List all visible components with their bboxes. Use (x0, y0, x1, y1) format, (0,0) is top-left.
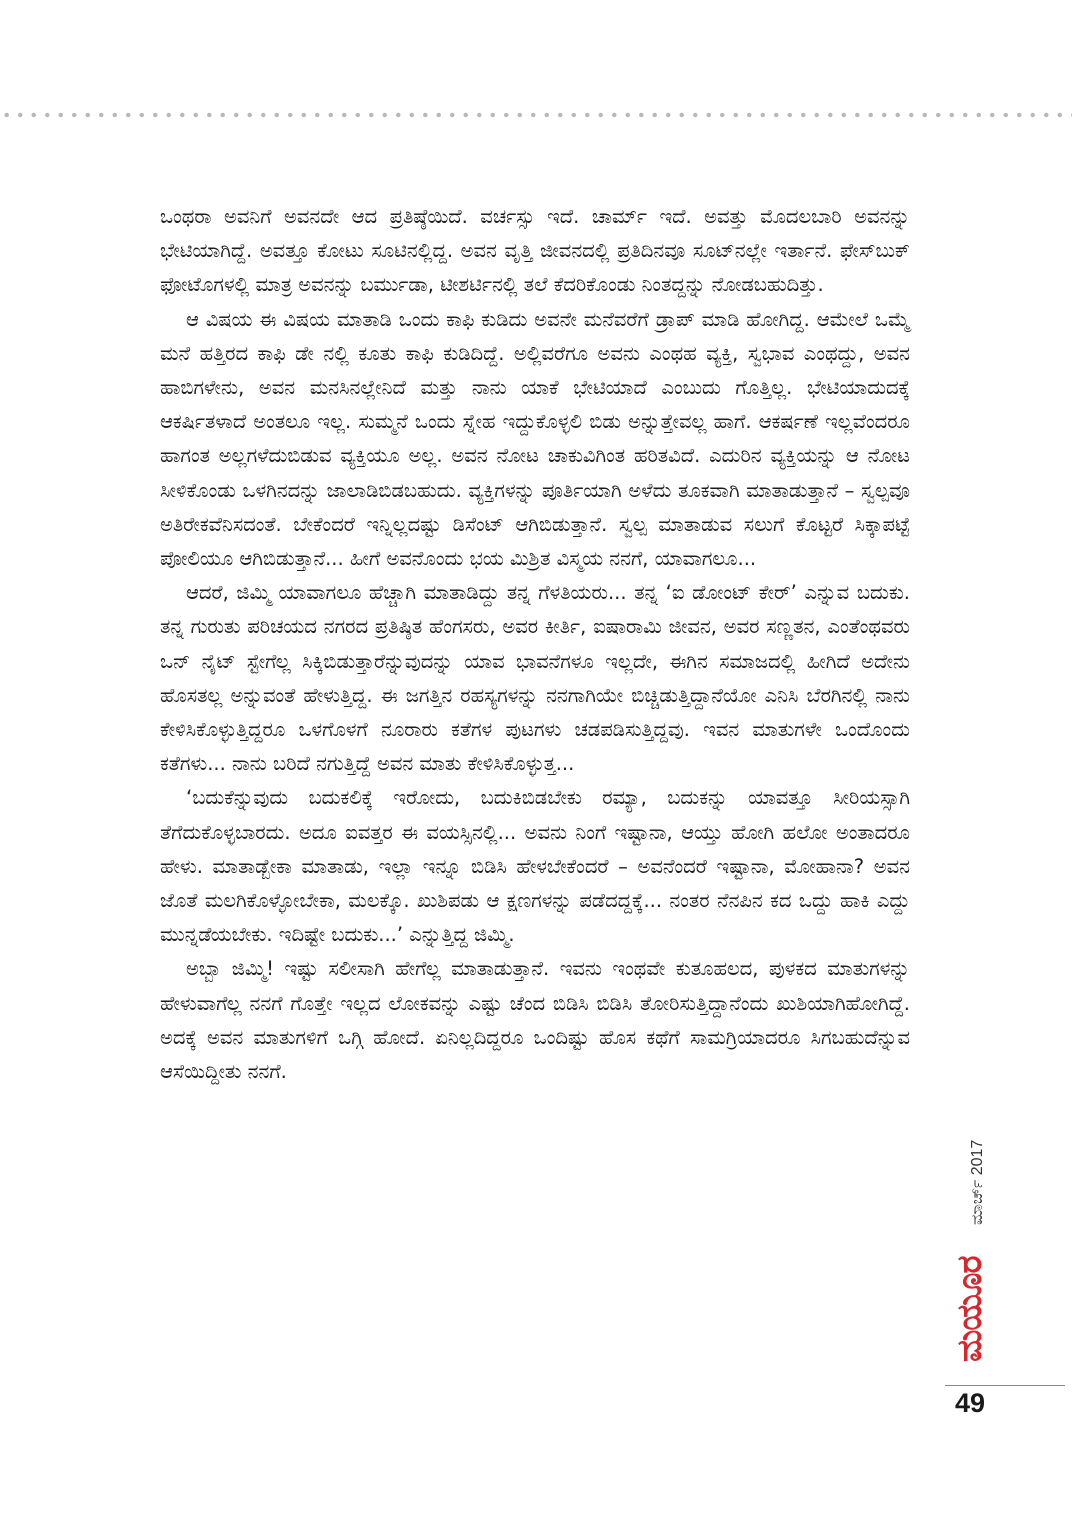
paragraph-3: ಆದರೆ, ಜಿಮ್ಮಿ ಯಾವಾಗಲೂ ಹೆಚ್ಚಾಗಿ ಮಾತಾಡಿದ್ದು ತನ್ನ ಗೆಳತಿಯರು... ತನ್ನ ‘ಐ ಡೋಂಟ್ ಕೇರ್’ ಎನ್ನುವ ಬದುಕು. ತನ್ನ ಗುರುತು ಪರಿಚಯದ ನಗರದ ಪ್ರತಿಷ್ಠಿತ ಹೆಂಗಸರು, ಅವರ ಕೀರ್ತಿ, ಐಷಾರಾಮಿ ಜೀವನ, ಅವರ ಸಣ್ಣತನ, ಎಂತೆಂಥವರು ಒನ್ ನೈಟ್ ಸ್ಟೇಗೆಲ್ಲ ಸಿಕ್ಕಿಬಿಡುತ್ತಾರೆನ್ನುವುದನ್ನು ಯಾವ ಭಾವನೆಗಳೂ ಇಲ್ಲದೇ, ಈಗಿನ ಸಮಾಜದಲ್ಲಿ ಹೀಗಿದೆ ಅದೇನು ಹೊಸತಲ್ಲ ಅನ್ನುವಂತೆ ಹೇಳುತ್ತಿದ್ದ. ಈ ಜಗತ್ತಿನ ರಹಸ್ಯಗಳನ್ನು ನನಗಾಗಿಯೇ ಬಿಚ್ಚಿಡುತ್ತಿದ್ದಾನೆಯೋ ಎನಿಸಿ ಬೆರಗಿನಲ್ಲಿ ನಾನು ಕೇಳಿಸಿಕೊಳ್ಳುತ್ತಿದ್ದರೂ ಒಳಗೊಳಗೆ ನೂರಾರು ಕತೆಗಳ ಪುಟಗಳು ಚಡಪಡಿಸುತ್ತಿದ್ದವು. ಇವನ ಮಾತುಗಳೇ ಒಂದೊಂದು ಕತೆಗಳು... ನಾನು ಬರಿದೆ ನಗುತ್ತಿದ್ದೆ ಅವನ ಮಾತು ಕೇಳಿಸಿಕೊಳ್ಳುತ್ತ... (160, 581, 910, 776)
paragraph-4: ‘ಬದುಕೆನ್ನುವುದು ಬದುಕಲಿಕ್ಕೆ ಇರೋದು, ಬದುಕಿಬಿಡಬೇಕು ರಮ್ಯಾ, ಬದುಕನ್ನು ಯಾವತ್ತೂ ಸೀರಿಯಸ್ಸಾಗಿ ತೆಗೆದುಕೊಳ್ಳಬಾರದು. ಅದೂ ಐವತ್ತರ ಈ ವಯಸ್ಸಿನಲ್ಲಿ... ಅವನು ನಿಂಗೆ ಇಷ್ಟಾನಾ, ಆಯ್ತು ಹೋಗಿ ಹಲೋ ಅಂತಾದರೂ ಹೇಳು. ಮಾತಾಡ್ಬೇಕಾ ಮಾತಾಡು, ಇಲ್ಲಾ ಇನ್ನೂ ಬಿಡಿಸಿ ಹೇಳಬೇಕೆಂದರೆ – ಅವನೆಂದರೆ ಇಷ್ಟಾನಾ, ಮೋಹಾನಾ? ಅವನ ಜೊತೆ ಮಲಗಿಕೊಳ್ಳೋಬೇಕಾ, ಮಲಕ್ಕೊ. ಖುಶಿಪಡು ಆ ಕ್ಷಣಗಳನ್ನು ಪಡೆದದ್ದಕ್ಕೆ... ನಂತರ ನೆನಪಿನ ಕದ ಒದ್ದು ಹಾಕಿ ಎದ್ದು ಮುನ್ನಡೆಯಬೇಕು. ಇದಿಷ್ಟೇ ಬದುಕು...’ ಎನ್ನುತ್ತಿದ್ದ ಜಿಮ್ಮಿ. (160, 786, 910, 947)
magazine-logo: ಮಯೂರ (950, 1256, 990, 1362)
paragraph-5: ಅಬ್ಬಾ ಜಿಮ್ಮಿ! ಇಷ್ಟು ಸಲೀಸಾಗಿ ಹೇಗೆಲ್ಲ ಮಾತಾಡುತ್ತಾನೆ. ಇವನು ಇಂಥವೇ ಕುತೂಹಲದ, ಪುಳಕದ ಮಾತುಗಳನ್ನು ಹೇಳುವಾಗೆಲ್ಲ ನನಗೆ ಗೊತ್ತೇ ಇಲ್ಲದ ಲೋಕವನ್ನು ಎಷ್ಟು ಚೆಂದ ಬಿಡಿಸಿ ಬಿಡಿಸಿ ತೋರಿಸುತ್ತಿದ್ದಾನೆಂದು ಖುಶಿಯಾಗಿಹೋಗಿದ್ದೆ. ಅದಕ್ಕೆ ಅವನ ಮಾತುಗಳಿಗೆ ಒಗ್ಗಿ ಹೋದೆ. ಏನಿಲ್ಲದಿದ್ದರೂ ಒಂದಿಷ್ಟು ಹೊಸ ಕಥೆಗೆ ಸಾಮಗ್ರಿಯಾದರೂ ಸಿಗಬಹುದೆನ್ನುವ ಆಸೆಯಿದ್ದೀತು ನನಗೆ. (160, 957, 910, 1084)
article-body (160, 200, 910, 1089)
paragraph-2: ಆ ವಿಷಯ ಈ ವಿಷಯ ಮಾತಾಡಿ ಒಂದು ಕಾಫಿ ಕುಡಿದು ಅವನೇ ಮನೆವರೆಗೆ ಡ್ರಾಪ್ ಮಾಡಿ ಹೋಗಿದ್ದ. ಆಮೇಲೆ ಒಮ್ಮೆ ಮನೆ ಹತ್ತಿರದ ಕಾಫಿ ಡೇ ನಲ್ಲಿ ಕೂತು ಕಾಫಿ ಕುಡಿದಿದ್ದೆ. ಅಲ್ಲಿವರೆಗೂ ಅವನು ಎಂಥಹ ವ್ಯಕ್ತಿ, ಸ್ವಭಾವ ಎಂಥದ್ದು, ಅವನ ಹಾಬಿಗಳೇನು, ಅವನ ಮನಸಿನಲ್ಲೇನಿದೆ ಮತ್ತು ನಾನು ಯಾಕೆ ಭೇಟಿಯಾದೆ ಎಂಬುದು ಗೊತ್ತಿಲ್ಲ. ಭೇಟಿಯಾದುದಕ್ಕೆ ಆಕರ್ಷಿತಳಾದೆ ಅಂತಲೂ ಇಲ್ಲ. ಸುಮ್ಮನೆ ಒಂದು ಸ್ನೇಹ ಇದ್ದುಕೊಳ್ಳಲಿ ಬಿಡು ಅನ್ನುತ್ತೇವಲ್ಲ ಹಾಗೆ. ಆಕರ್ಷಣೆ ಇಲ್ಲವೆಂದರೂ ಹಾಗಂತ ಅಲ್ಲಗಳೆದುಬಿಡುವ ವ್ಯಕ್ತಿಯೂ ಅಲ್ಲ. ಅವನ ನೋಟ ಚಾಕುವಿಗಿಂತ ಹರಿತವಿದೆ. ಎದುರಿನ ವ್ಯಕ್ತಿಯನ್ನು ಆ ನೋಟ ಸೀಳಿಕೊಂಡು ಒಳಗಿನದನ್ನು ಜಾಲಾಡಿಬಿಡಬಹುದು. ವ್ಯಕ್ತಿಗಳನ್ನು ಪೂರ್ತಿಯಾಗಿ ಅಳೆದು ತೂಕವಾಗಿ ಮಾತಾಡುತ್ತಾನೆ – ಸ್ವಲ್ಪವೂ ಅತಿರೇಕವೆನಿಸದಂತೆ. ಬೇಕೆಂದರೆ ಇನ್ನಿಲ್ಲದಷ್ಟು ಡಿಸೆಂಟ್ ಆಗಿಬಿಡುತ್ತಾನೆ. ಸ್ವಲ್ಪ ಮಾತಾಡುವ ಸಲುಗೆ ಕೊಟ್ಟರೆ ಸಿಕ್ಕಾಪಟ್ಟೆ ಪೋಲಿಯೂ ಆಗಿಬಿಡುತ್ತಾನೆ... ಹೀಗೆ ಅವನೊಂದು ಭಯ ಮಿಶ್ರಿತ ವಿಸ್ಮಯ ನನಗೆ, ಯಾವಾಗಲೂ... (160, 307, 910, 571)
page-number: 49 (955, 1388, 986, 1418)
issue-date: ಮಾರ್ಚ್ 2017 (969, 1139, 986, 1225)
dotted-divider (0, 112, 1072, 118)
page-number-rule (945, 1385, 1065, 1386)
paragraph-1: ಒಂಥರಾ ಅವನಿಗೆ ಅವನದೇ ಆದ ಪ್ರತಿಷ್ಠೆಯಿದೆ. ವರ್ಚಸ್ಸು ಇದೆ. ಚಾರ್ಮ್ ಇದೆ. ಅವತ್ತು ಮೊದಲಬಾರಿ ಅವನನ್ನು ಭೇಟಿಯಾಗಿದ್ದೆ. ಅವತ್ತೂ ಕೋಟು ಸೂಟಿನಲ್ಲಿದ್ದ. ಅವನ ವೃತ್ತಿ ಜೀವನದಲ್ಲಿ ಪ್ರತಿದಿನವೂ ಸೂಟ್‌ನಲ್ಲೇ ಇರ್ತಾನೆ. ಫೇಸ್‌ಬುಕ್ ಫೋಟೊಗಳಲ್ಲಿ ಮಾತ್ರ ಅವನನ್ನು ಬರ್ಮುಡಾ, ಟೀಶರ್ಟಿನಲ್ಲಿ ತಲೆ ಕೆದರಿಕೊಂಡು ನಿಂತದ್ದನ್ನು ನೋಡಬಹುದಿತ್ತು. (160, 205, 910, 297)
